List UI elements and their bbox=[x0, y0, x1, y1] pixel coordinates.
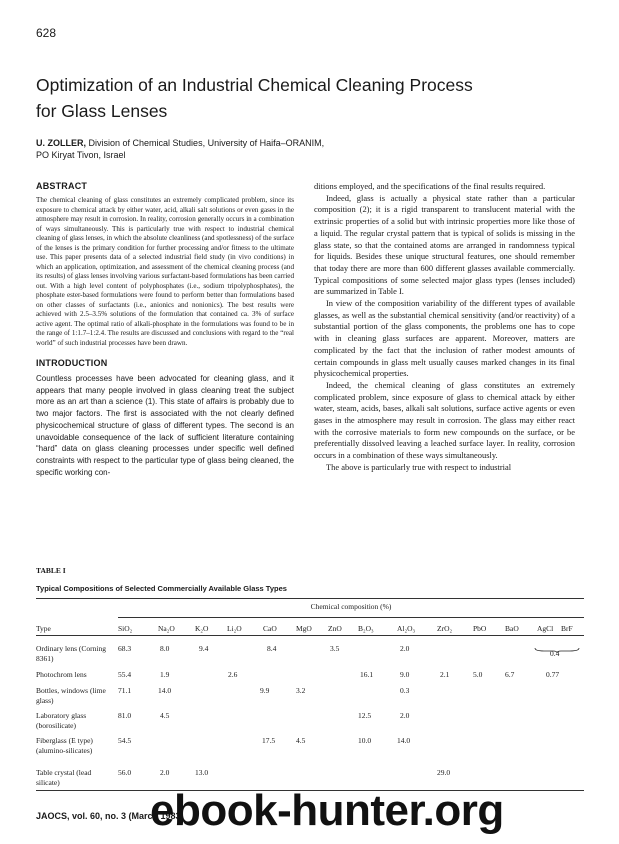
table-cell: 68.3 bbox=[118, 644, 132, 653]
table-cell: 29.0 bbox=[437, 768, 451, 777]
table-column-header: AgCl bbox=[537, 624, 554, 633]
abstract-text: The chemical cleaning of glass constitutes an extremely complicated problem, since its exposure to chemical attack by either water, acid, alkali salt solutions or even gases in the atmosphere may result in corrosion. In reality, corrosion generally occurs in a combination of ways simultaneously. This is particularly true with respect to industrial chemical cleaning of glass lenses, in which the absolute cleanliness (and spotlessness) of the surface of the lenses is the primary condition for further processing and/or fitness to the ultimate use. This paper presents data of a selected industrial field study (in vivo conditions) in which an application, optimization, and assessment of the chemical cleaning process (and its results) of glass lenses involving various surfactant-based formulations has been carried out. With a high level content of polyphosphates (i.e., sodium tripolyphosphates), the phosphate ester-based formulations were found to perform better than formulations based on other classes of surfactants (i.e., anionics and nonionics). The best results were achieved with 2.5–3.5% solutions of the formulation that contained ca. 3% of surface active agent. The optimal ratio of alkali-phosphate in the formulations was found to be in the range of 1:1.7–1:2.4. The results are discussed and conclusions with regard to the “real world” of such industrial processes have been drawn. bbox=[36, 196, 294, 347]
body-paragraph: In view of the composition variability of the different types of available glasses, as well as the substantial chemical sensitivity (and/or reactivity) of a substantial portion of the glass components, the problems one has to cope with in cleaning glass surfaces are apparent. Moreover, matters are complicated by the fact that the inclusion of rather modest amounts of certain compounds in glass melt usually causes marked changes in its final physicochemical properties. bbox=[314, 298, 575, 379]
table-cell: 4.5 bbox=[160, 711, 170, 720]
table-cell: 8.0 bbox=[160, 644, 170, 653]
table-cell: 9.4 bbox=[199, 644, 209, 653]
table-column-header: Al₂O₃ bbox=[397, 624, 416, 633]
table-column-header: CaO bbox=[263, 624, 277, 633]
table-column-header: SiO₂ bbox=[118, 624, 133, 633]
table-cell: 2.1 bbox=[440, 670, 450, 679]
table-cell: 10.0 bbox=[358, 736, 372, 745]
table-cell: 2.0 bbox=[160, 768, 170, 777]
table-cell: 13.0 bbox=[195, 768, 209, 777]
author-affiliation: Division of Chemical Studies, University of Haifa–ORANIM, bbox=[88, 138, 325, 148]
page-number: 628 bbox=[36, 26, 57, 40]
table-cell: 54.5 bbox=[118, 736, 132, 745]
body-paragraph: Indeed, glass is actually a physical state rather than a particular composition (2); it is a rigid transparent to translucent material with the extrinsic properties of a solid but with intrinsic properties more like those of a liquid. The regular crystal pattern that is typical of solids is missing in the glass state, so that the contained atoms are arranged in randomness typical for liquids. Besides these unique structural features, one should remember that today there are more than 600 different glasses available commercially. Typical compositions of some selected major glass types (lenses included) are summarized in Table I. bbox=[314, 192, 575, 297]
body-paragraph: ditions employed, and the specifications of the final results required. bbox=[314, 181, 546, 191]
table-cell: 0.4 bbox=[550, 649, 560, 658]
table-caption: Typical Compositions of Selected Commercially Available Glass Types bbox=[36, 584, 287, 593]
table-cell: 71.1 bbox=[118, 686, 132, 695]
table-cell: 9.9 bbox=[260, 686, 270, 695]
table-row-type: Bottles, windows (lime glass) bbox=[36, 686, 106, 705]
table-cell: 2.0 bbox=[400, 644, 410, 653]
table-cell: 81.0 bbox=[118, 711, 132, 720]
body-paragraph: The above is particularly true with respect to industrial bbox=[326, 461, 512, 472]
table-cell: 2.6 bbox=[228, 670, 238, 679]
table-group-rule bbox=[118, 617, 584, 618]
table-column-header: ZrO₂ bbox=[437, 624, 453, 633]
table-group-header: Chemical composition (%) bbox=[310, 602, 392, 611]
table-column-header: B₂O₃ bbox=[358, 624, 374, 633]
table-cell: 12.5 bbox=[358, 711, 372, 720]
table-row-type: Ordinary lens (Corning 8361) bbox=[36, 644, 106, 663]
table-cell: 55.4 bbox=[118, 670, 132, 679]
table-cell: 0.77 bbox=[546, 670, 560, 679]
left-column bbox=[36, 181, 294, 478]
title-line-2: for Glass Lenses bbox=[36, 101, 168, 121]
watermark-text: ebook-hunter.org bbox=[150, 786, 504, 835]
table-cell: 8.4 bbox=[267, 644, 277, 653]
table-type-header: Type bbox=[36, 624, 51, 633]
table-label: TABLE I bbox=[36, 566, 66, 575]
table-row-type: Table crystal (lead silicate) bbox=[36, 768, 92, 787]
table-row-type: Laboratory glass (borosilicate) bbox=[36, 711, 87, 730]
table-cell: 5.0 bbox=[473, 670, 483, 679]
journal-footer: JAOCS, vol. 60, no. 3 (March 1983) bbox=[36, 811, 184, 821]
author-name: U. ZOLLER, bbox=[36, 138, 86, 148]
abstract-heading: ABSTRACT bbox=[36, 181, 88, 191]
table-cell: 4.5 bbox=[296, 736, 306, 745]
table-column-header: ZnO bbox=[328, 624, 342, 633]
table-column-header: BrF bbox=[561, 624, 573, 633]
table-column-header: Na₂O bbox=[158, 624, 175, 633]
table-top-rule bbox=[36, 598, 584, 599]
table-cell: 56.0 bbox=[118, 768, 132, 777]
table-column-header: PbO bbox=[473, 624, 487, 633]
table-cell: 6.7 bbox=[505, 670, 515, 679]
table-header-rule bbox=[36, 635, 584, 636]
table-cell: 3.5 bbox=[330, 644, 340, 653]
table-cell: 0.3 bbox=[400, 686, 410, 695]
table-brace-mark bbox=[534, 647, 580, 653]
table-cell: 2.0 bbox=[400, 711, 410, 720]
table-cell: 17.5 bbox=[262, 736, 276, 745]
article-title bbox=[36, 72, 576, 124]
table-row-type: Photochrom lens bbox=[36, 670, 87, 679]
introduction-text: Countless processes have been advocated for cleaning glass, and it appears that many people involved in glass cleaning treat the subject more as an art than a science (1). This state of affairs is probably due to two major factors. The first is associated with the not clearly defined physicochemical structure of glass of different types. The second is an unavoidable consequence of the lack of sufficient literature containing “hard” data on glass cleaning processes under specific well defined constraints with respect to the particular type of glass being cleaned, the specific working con- bbox=[36, 374, 294, 477]
table-column-header: Li₂O bbox=[227, 624, 242, 633]
author-block bbox=[36, 137, 536, 161]
table-cell: 14.0 bbox=[158, 686, 172, 695]
right-column bbox=[314, 181, 575, 474]
table-cell: 1.9 bbox=[160, 670, 170, 679]
table-column-header: BaO bbox=[505, 624, 519, 633]
table-column-header: K₂O bbox=[195, 624, 209, 633]
author-address: PO Kiryat Tivon, Israel bbox=[36, 150, 126, 160]
introduction-heading: INTRODUCTION bbox=[36, 358, 108, 368]
table-cell: 16.1 bbox=[360, 670, 374, 679]
title-line-1: Optimization of an Industrial Chemical Cleaning Process bbox=[36, 75, 473, 95]
table-row-type: Fiberglass (E type) (alumino-silicates) bbox=[36, 736, 93, 755]
table-cell: 9.0 bbox=[400, 670, 410, 679]
table-cell: 14.0 bbox=[397, 736, 411, 745]
table-column-header: MgO bbox=[296, 624, 312, 633]
table-cell: 3.2 bbox=[296, 686, 306, 695]
body-paragraph: Indeed, the chemical cleaning of glass constitutes an extremely complicated problem, since exposure of glass to chemical attack by either water, steam, acids, bases, alkali salt solutions, surface active agents or even gases in the atmosphere may result in corrosion. The glass may either react with the corrosive materials to form new compounds on the surface, or be preferentially dissolved leaving a leached surface layer. In reality, corrosion occurs in a combination of these ways simultaneously. bbox=[314, 379, 575, 461]
